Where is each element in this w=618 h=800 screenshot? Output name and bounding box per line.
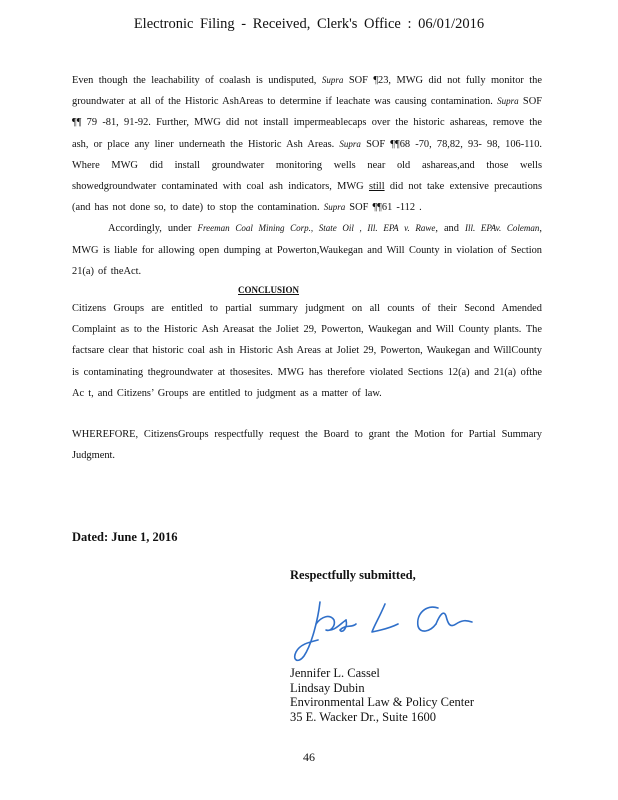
document-body [72, 70, 542, 466]
case-citation: Ill. EPAv. Coleman [464, 223, 540, 234]
paragraph-leachability: Even though the leachability of coalash is undisputed, Supra SOF ¶23, MWG did not fully monitor the groundwater at all of the Historic AshAreas to determine if leachate was causing contamination. Supra SOF ¶¶ 79 -81, 91-92. Further, MWG did not install impermeablecaps over the historic ashareas, remove the ash, or place any liner underneath the Historic Ash Areas. Supra SOF ¶¶68 -70, 78,82, 93- 98, 106-110. Where MWG did install groundwater monitoring wells near old ashareas,and those wells showedgroundwater contaminated with coal ash indicators, MWG still did not take extensive precautions (and has not done so, to date) to stop the contamination. Supra SOF ¶¶61 -112 . [72, 75, 542, 214]
citation-supra: Supra [339, 138, 361, 149]
emphasis-still: still [368, 181, 385, 193]
citation-supra: Supra [497, 96, 519, 107]
respectfully-submitted: Respectfully submitted, [290, 568, 416, 582]
citation-supra: Supra [323, 202, 346, 213]
conclusion-heading: CONCLUSION [238, 285, 300, 296]
case-citation: Freeman Coal Mining Corp., State Oil , Ill. EPA v. Rawe [197, 223, 436, 234]
paragraph-wherefore: WHEREFORE, CitizensGroups respectfully request the Board to grant the Motion for Partial Summary Judgment. [72, 429, 542, 462]
paragraph-liability: Accordingly, under Freeman Coal Mining Corp., State Oil , Ill. EPA v. Rawe, and Ill. EPAv. Coleman, MWG is liable for allowing open dumping at Powerton,Waukegan and Will County in violation of Section 21(a) of theAct. [72, 223, 543, 277]
citation-supra: Supra [321, 75, 344, 85]
signer-name: Jennifer L. Cassel [290, 666, 380, 680]
signer-names [290, 666, 474, 724]
page-number: 46 [303, 750, 315, 764]
dated-line: Dated: June 1, 2016 [72, 530, 178, 544]
address: 35 E. Wacker Dr., Suite 1600 [290, 709, 436, 724]
paragraph-conclusion: Citizens Groups are entitled to partial summary judgment on all counts of their Second Amended Complaint as to the Historic Ash Areasat the Joliet 29, Powerton, Waukegan and Will County plants. The factsare clear that historic coal ash in Historic Ash Areas at Joliet 29, Powerton, Waukegan and WillCounty is contaminating thegroundwater at thosesites. MWG has therefore violated Sections 12(a) and 21(a) ofthe Ac t, and Citizens’ Groups are entitled to judgment as a matter of law. [72, 303, 542, 399]
organization: Environmental Law & Policy Center [290, 695, 474, 709]
cosigner-name: Lindsay Dubin [290, 680, 365, 695]
filing-header: Electronic Filing - Received, Clerk's Office : 06/01/2016 [133, 16, 485, 32]
signature-block [290, 568, 416, 583]
handwritten-signature [290, 594, 480, 664]
